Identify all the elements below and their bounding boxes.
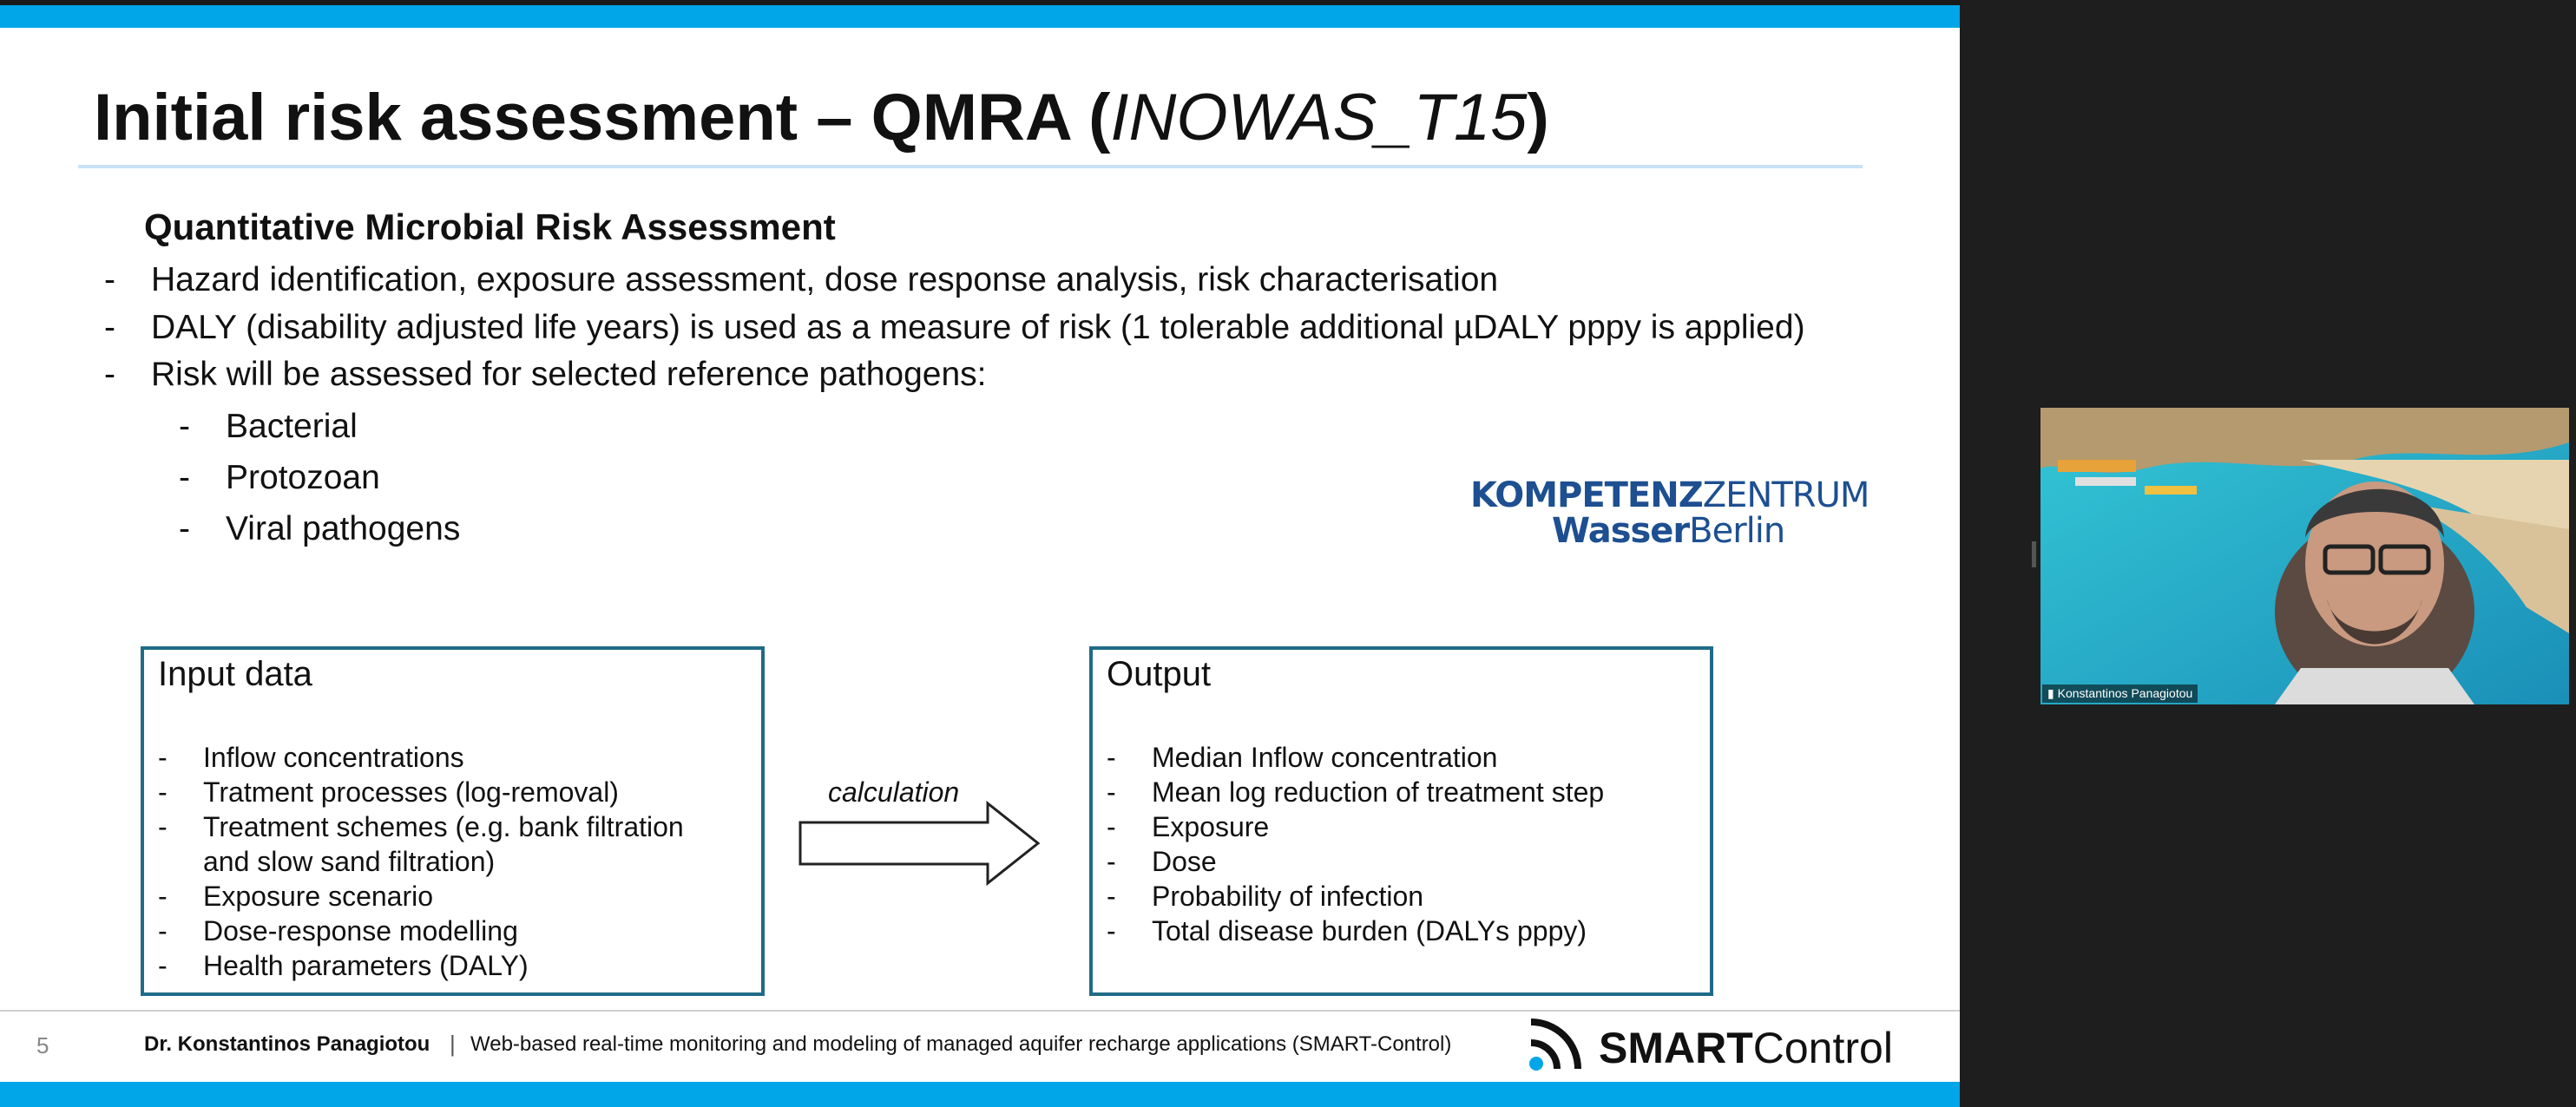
sub-bullet-dash: - [179, 459, 190, 496]
input-item: - Dose-response modelling [158, 915, 518, 947]
sub-bullet-dash: - [179, 510, 190, 547]
input-item: - Health parameters (DALY) [158, 950, 529, 981]
bullet-dash: - [104, 309, 115, 346]
sub-bullet-item: Viral pathogens [226, 510, 461, 547]
input-item: - Exposure scenario [158, 881, 434, 912]
output-item: - Total disease burden (DALYs pppy) [1107, 915, 1587, 947]
input-item: - Treatment schemes (e.g. bank filtration [158, 811, 684, 842]
output-item: - Probability of infection [1107, 881, 1424, 912]
bullet-dash: - [104, 261, 115, 298]
page-number: 5 [36, 1032, 49, 1058]
smartcontrol-logo-text: SMARTControl [1599, 1024, 1893, 1072]
slide-subtitle: Quantitative Microbial Risk Assessment [144, 206, 836, 247]
footer-divider [0, 1010, 1960, 1012]
bullet-item: Risk will be assessed for selected reference pathogens: [151, 356, 987, 393]
output-item: - Dose [1107, 846, 1217, 877]
output-item: - Median Inflow concentration [1107, 742, 1498, 773]
sub-bullet-item: Protozoan [226, 459, 380, 496]
bullet-dash: - [104, 356, 115, 393]
input-box-title: Input data [158, 655, 312, 693]
slide-title: Initial risk assessment – QMRA (INOWAS_T15) [94, 81, 1549, 154]
bullet-item: DALY (disability adjusted life years) is used as a measure of risk (1 tolerable additional µDALY pppy is applied) [151, 309, 1805, 346]
footer-separator: | [450, 1031, 456, 1057]
calculation-label: calculation [828, 776, 960, 808]
output-box [1089, 646, 1713, 996]
participant-name-label: ▮ Konstantinos Panagiotou [2042, 685, 2198, 703]
footer-author: Dr. Konstantinos Panagiotou [144, 1032, 430, 1056]
input-data-box [141, 646, 765, 996]
input-item-continued: and slow sand filtration) [203, 846, 496, 877]
top-accent-bar [0, 5, 1960, 28]
sub-bullet-dash: - [179, 408, 190, 445]
input-item: - Tratment processes (log-removal) [158, 776, 619, 808]
calculation-arrow-icon [797, 800, 1042, 887]
panel-resize-handle[interactable] [2032, 541, 2036, 567]
kompetenzzentrum-logo: KOMPETENZZENTRUM WasserBerlin [1470, 475, 1870, 551]
video-frame-image [2040, 408, 2569, 704]
output-item: - Exposure [1107, 811, 1270, 842]
participant-video-tile[interactable] [2040, 408, 2569, 704]
output-item: - Mean log reduction of treatment step [1107, 776, 1605, 808]
signal-icon: ▮ [2047, 686, 2054, 700]
output-box-title: Output [1107, 655, 1212, 693]
bottom-accent-bar [0, 1082, 1960, 1107]
bullet-item: Hazard identification, exposure assessment, dose response analysis, risk characterisation [151, 261, 1499, 298]
sub-bullet-item: Bacterial [226, 408, 358, 445]
smartcontrol-signal-icon [1528, 1017, 1583, 1072]
footer-project-title: Web-based real-time monitoring and modeling of managed aquifer recharge applications (SMART-Control) [470, 1032, 1452, 1056]
input-item: - Inflow concentrations [158, 742, 464, 773]
title-underline [78, 165, 1863, 168]
